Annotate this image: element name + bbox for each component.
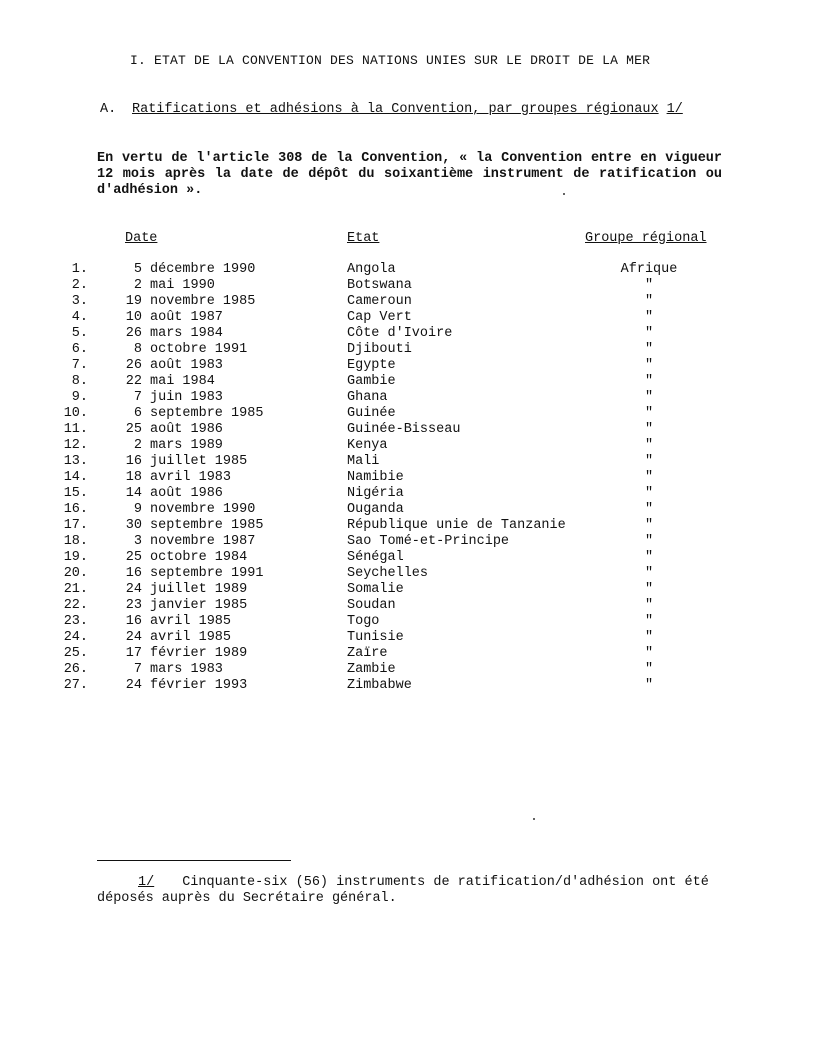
column-header-state: Etat xyxy=(347,231,380,246)
table-row xyxy=(0,390,816,406)
intro-line-3: d'adhésion ». xyxy=(97,183,203,198)
row-region: " xyxy=(644,678,654,693)
row-state: Zambie xyxy=(347,662,396,677)
footnote xyxy=(97,875,709,907)
section-title-text: Ratifications et adhésions à la Convention, par groupes régionaux xyxy=(132,102,659,117)
table-row xyxy=(0,262,816,278)
row-date-day: 7 xyxy=(133,662,142,677)
table-row xyxy=(0,294,816,310)
table-row xyxy=(0,422,816,438)
row-region: " xyxy=(644,518,654,533)
row-date-month-year: septembre 1991 xyxy=(150,566,264,581)
row-date-month-year: mars 1983 xyxy=(150,662,223,677)
scan-speck xyxy=(563,193,565,195)
row-state: Botswana xyxy=(347,278,412,293)
row-state: Sénégal xyxy=(347,550,404,565)
row-date-month-year: août 1983 xyxy=(150,358,223,373)
row-number: 12. xyxy=(63,438,88,453)
row-state: Soudan xyxy=(347,598,396,613)
row-state: Angola xyxy=(347,262,396,277)
row-number: 19. xyxy=(63,550,88,565)
table-row xyxy=(0,342,816,358)
table-row xyxy=(0,278,816,294)
row-region: " xyxy=(644,582,654,597)
row-state: Kenya xyxy=(347,438,388,453)
row-state: République unie de Tanzanie xyxy=(347,518,566,533)
table-row xyxy=(0,630,816,646)
row-region: " xyxy=(644,646,654,661)
row-number: 4. xyxy=(71,310,88,325)
row-date-day: 7 xyxy=(133,390,142,405)
section-number: A. xyxy=(100,102,117,117)
row-date-day: 25 xyxy=(125,422,142,437)
row-date-month-year: octobre 1991 xyxy=(150,342,248,357)
row-date-month-year: novembre 1985 xyxy=(150,294,256,309)
row-date-month-year: mars 1984 xyxy=(150,326,223,341)
row-date-day: 2 xyxy=(133,438,142,453)
row-state: Namibie xyxy=(347,470,404,485)
column-header-date: Date xyxy=(125,231,158,246)
row-state: Gambie xyxy=(347,374,396,389)
row-number: 21. xyxy=(63,582,88,597)
row-number: 17. xyxy=(63,518,88,533)
row-region: " xyxy=(644,310,654,325)
row-date-day: 16 xyxy=(125,454,142,469)
row-region: " xyxy=(644,566,654,581)
row-date-day: 19 xyxy=(125,294,142,309)
row-region: " xyxy=(644,294,654,309)
row-date-day: 16 xyxy=(125,566,142,581)
row-date-day: 3 xyxy=(133,534,142,549)
row-date-day: 2 xyxy=(133,278,142,293)
row-date-day: 25 xyxy=(125,550,142,565)
row-number: 8. xyxy=(71,374,88,389)
row-number: 27. xyxy=(63,678,88,693)
row-date-day: 8 xyxy=(133,342,142,357)
table-row xyxy=(0,486,816,502)
table-row xyxy=(0,646,816,662)
scan-speck xyxy=(533,818,535,820)
row-state: Seychelles xyxy=(347,566,429,581)
row-state: Zaïre xyxy=(347,646,388,661)
row-date-day: 22 xyxy=(125,374,142,389)
row-state: Djibouti xyxy=(347,342,412,357)
row-state: Cameroun xyxy=(347,294,412,309)
row-number: 13. xyxy=(63,454,88,469)
row-date-day: 17 xyxy=(125,646,142,661)
row-date-month-year: mars 1989 xyxy=(150,438,223,453)
row-region: Afrique xyxy=(620,262,678,277)
table-row xyxy=(0,454,816,470)
row-number: 23. xyxy=(63,614,88,629)
intro-line-2: 12 mois après la date de dépôt du soixantième instrument de ratification ou xyxy=(97,167,722,182)
row-date-day: 5 xyxy=(133,262,142,277)
row-region: " xyxy=(644,438,654,453)
intro-paragraph xyxy=(97,151,722,199)
row-date-day: 23 xyxy=(125,598,142,613)
row-number: 22. xyxy=(63,598,88,613)
row-date-month-year: juin 1983 xyxy=(150,390,223,405)
row-number: 25. xyxy=(63,646,88,661)
table-row xyxy=(0,614,816,630)
table-row xyxy=(0,550,816,566)
row-region: " xyxy=(644,422,654,437)
row-date-month-year: juillet 1985 xyxy=(150,454,248,469)
row-number: 2. xyxy=(71,278,88,293)
row-number: 15. xyxy=(63,486,88,501)
row-date-day: 30 xyxy=(125,518,142,533)
row-region: " xyxy=(644,406,654,421)
row-region: " xyxy=(644,614,654,629)
row-number: 11. xyxy=(63,422,88,437)
row-state: Mali xyxy=(347,454,380,469)
table-row xyxy=(0,310,816,326)
row-region: " xyxy=(644,662,654,677)
row-number: 24. xyxy=(63,630,88,645)
section-heading xyxy=(100,102,683,117)
footnote-text-1: Cinquante-six (56) instruments de ratification/d'adhésion ont été xyxy=(182,875,709,890)
row-region: " xyxy=(644,550,654,565)
row-state: Cap Vert xyxy=(347,310,412,325)
row-region: " xyxy=(644,534,654,549)
row-number: 9. xyxy=(71,390,88,405)
row-date-day: 9 xyxy=(133,502,142,517)
row-region: " xyxy=(644,358,654,373)
table-row xyxy=(0,678,816,694)
page-title: I. ETAT DE LA CONVENTION DES NATIONS UNIES SUR LE DROIT DE LA MER xyxy=(130,53,651,68)
intro-line-1: En vertu de l'article 308 de la Convention, « la Convention entre en vigueur xyxy=(97,151,722,166)
footnote-mark: 1/ xyxy=(138,875,155,890)
row-date-month-year: avril 1983 xyxy=(150,470,232,485)
footnote-reference: 1/ xyxy=(666,102,683,117)
row-state: Somalie xyxy=(347,582,404,597)
table-row xyxy=(0,470,816,486)
row-date-month-year: mai 1990 xyxy=(150,278,215,293)
row-date-month-year: septembre 1985 xyxy=(150,518,264,533)
table-row xyxy=(0,502,816,518)
row-state: Guinée-Bisseau xyxy=(347,422,461,437)
row-date-month-year: novembre 1990 xyxy=(150,502,256,517)
row-date-month-year: août 1986 xyxy=(150,486,223,501)
row-number: 14. xyxy=(63,470,88,485)
column-header-group: Groupe régional xyxy=(585,231,707,246)
row-number: 3. xyxy=(71,294,88,309)
row-region: " xyxy=(644,598,654,613)
table-row xyxy=(0,406,816,422)
row-date-month-year: septembre 1985 xyxy=(150,406,264,421)
row-region: " xyxy=(644,326,654,341)
row-state: Nigéria xyxy=(347,486,404,501)
row-date-day: 24 xyxy=(125,582,142,597)
table-row xyxy=(0,534,816,550)
row-region: " xyxy=(644,470,654,485)
table-row xyxy=(0,326,816,342)
row-state: Sao Tomé-et-Principe xyxy=(347,534,510,549)
row-number: 18. xyxy=(63,534,88,549)
table-row xyxy=(0,374,816,390)
row-number: 1. xyxy=(71,262,88,277)
row-date-day: 24 xyxy=(125,678,142,693)
row-date-month-year: février 1993 xyxy=(150,678,248,693)
row-region: " xyxy=(644,630,654,645)
row-state: Zimbabwe xyxy=(347,678,412,693)
row-number: 10. xyxy=(63,406,88,421)
row-date-month-year: décembre 1990 xyxy=(150,262,256,277)
row-state: Togo xyxy=(347,614,380,629)
row-date-month-year: août 1986 xyxy=(150,422,223,437)
row-number: 16. xyxy=(63,502,88,517)
row-region: " xyxy=(644,390,654,405)
table-row xyxy=(0,566,816,582)
row-date-day: 18 xyxy=(125,470,142,485)
row-date-month-year: juillet 1989 xyxy=(150,582,248,597)
table-row xyxy=(0,598,816,614)
row-region: " xyxy=(644,454,654,469)
row-date-day: 6 xyxy=(133,406,142,421)
row-number: 5. xyxy=(71,326,88,341)
row-date-month-year: avril 1985 xyxy=(150,614,232,629)
row-date-day: 26 xyxy=(125,326,142,341)
table-row xyxy=(0,518,816,534)
row-date-month-year: avril 1985 xyxy=(150,630,232,645)
row-date-day: 24 xyxy=(125,630,142,645)
table-row xyxy=(0,438,816,454)
row-date-day: 14 xyxy=(125,486,142,501)
footnote-divider xyxy=(97,860,291,861)
row-state: Côte d'Ivoire xyxy=(347,326,453,341)
row-region: " xyxy=(644,278,654,293)
row-date-month-year: novembre 1987 xyxy=(150,534,256,549)
ratification-table xyxy=(0,262,816,694)
row-state: Ghana xyxy=(347,390,388,405)
row-state: Egypte xyxy=(347,358,396,373)
table-row xyxy=(0,358,816,374)
table-row xyxy=(0,662,816,678)
row-date-month-year: mai 1984 xyxy=(150,374,215,389)
footnote-line-1 xyxy=(97,875,709,891)
row-state: Guinée xyxy=(347,406,396,421)
row-date-day: 26 xyxy=(125,358,142,373)
row-date-month-year: août 1987 xyxy=(150,310,223,325)
row-number: 6. xyxy=(71,342,88,357)
row-number: 26. xyxy=(63,662,88,677)
row-number: 20. xyxy=(63,566,88,581)
row-region: " xyxy=(644,342,654,357)
row-region: " xyxy=(644,502,654,517)
row-region: " xyxy=(644,374,654,389)
row-state: Ouganda xyxy=(347,502,404,517)
row-date-month-year: février 1989 xyxy=(150,646,248,661)
row-date-month-year: janvier 1985 xyxy=(150,598,248,613)
row-state: Tunisie xyxy=(347,630,404,645)
row-number: 7. xyxy=(71,358,88,373)
row-date-month-year: octobre 1984 xyxy=(150,550,248,565)
footnote-line-2: déposés auprès du Secrétaire général. xyxy=(97,891,397,906)
row-region: " xyxy=(644,486,654,501)
row-date-day: 16 xyxy=(125,614,142,629)
row-date-day: 10 xyxy=(125,310,142,325)
table-row xyxy=(0,582,816,598)
